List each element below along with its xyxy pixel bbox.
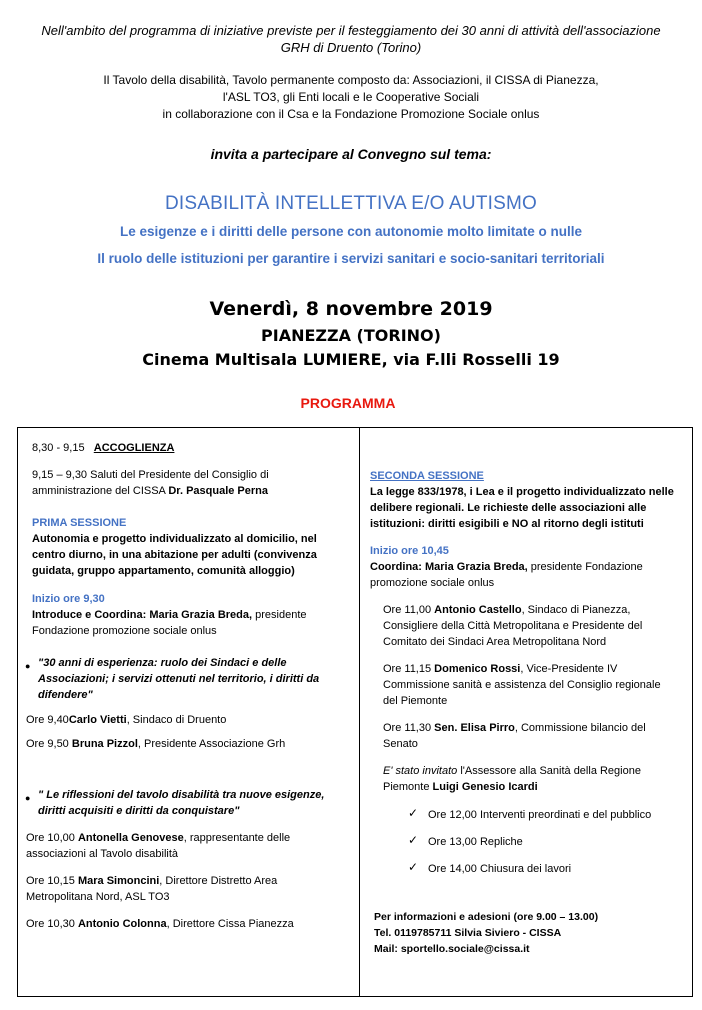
session1-title: PRIMA SESSIONE (32, 517, 127, 529)
coordinator-name: Coordina: Maria Grazia Breda, (370, 561, 528, 573)
event-city: PIANEZZA (TORINO) (261, 326, 441, 345)
coordinator-org: promozione sociale onlus (370, 577, 495, 589)
info-email: Mail: sportello.sociale@cissa.it (374, 943, 530, 955)
check-icon: ✓ (408, 833, 419, 847)
speaker-row (383, 721, 646, 737)
speaker-time: Ore 9,50 (26, 738, 69, 750)
welcome-label: ACCOGLIENZA (93, 442, 175, 454)
speaker-time: Ore 10,30 (26, 918, 75, 930)
check-icon: ✓ (408, 806, 419, 820)
topic1-text: Associazioni; i servizi ottenuti nel territorio, i diritti da (38, 673, 320, 685)
speaker-role: , rappresentante delle (183, 832, 291, 844)
topic2-text: " Le riflessioni del tavolo disabilità tra nuove esigenze, (38, 789, 325, 801)
topic1-text: difendere" (38, 689, 93, 701)
speaker-row (383, 662, 617, 678)
speaker-name: Domenico Rossi (434, 663, 521, 675)
speaker-role: , Sindaco di Druento (126, 714, 227, 726)
session1-text: guidata, gruppo appartamento, comunità alloggio) (32, 565, 295, 577)
session1-text: Autonomia e progetto individualizzato al domicilio, nel (32, 533, 317, 545)
speaker-role: , Presidente Associazione Grh (137, 738, 286, 750)
speaker-time: Ore 10,15 (26, 875, 75, 887)
speaker-name: Sen. Elisa Pirro (434, 722, 515, 734)
intro-line: GRH di Druento (Torino) (280, 40, 422, 55)
speaker-time: Ore 11,30 (383, 722, 432, 734)
speaker-role: , Commissione bilancio del (514, 722, 646, 734)
speaker-time: Ore 11,00 (383, 604, 432, 616)
session1-text: centro diurno, in una abitazione per adulti (convivenza (32, 549, 317, 561)
theme-subtitle-2: Il ruolo delle istituzioni per garantire i servizi sanitari e socio-sanitari territoriali (97, 251, 605, 266)
session2-text: La legge 833/1978, i Lea e il progetto individualizzato nelle (370, 486, 674, 498)
invited-name: Luigi Genesio Icardi (432, 781, 538, 793)
invited-text: l'Assessore alla Sanità della Regione (460, 765, 641, 777)
info-phone: Tel. 0119785711 Silvia Siviero - CISSA (374, 927, 562, 939)
speaker-name: Antonio Colonna (77, 918, 167, 930)
speaker-role: , Sindaco di Pianezza, (521, 604, 631, 616)
invited-region: Piemonte (383, 781, 430, 793)
closing-item: Ore 12,00 Interventi preordinati e del pubblico (428, 809, 652, 821)
speaker-role-line: Metropolitana Nord, ASL TO3 (26, 891, 170, 903)
speaker-role: , Vice-Presidente IV (520, 663, 618, 675)
event-venue: Cinema Multisala LUMIERE, via F.lli Rosselli 19 (142, 350, 560, 369)
info-heading: Per informazioni e adesioni (ore 9.00 – 13.00) (374, 911, 599, 923)
greetings-name: Dr. Pasquale Perna (168, 485, 269, 497)
welcome-time: 8,30 - 9,15 (32, 442, 85, 454)
speaker-role-line: Commissione sanità e assistenza del Consiglio regionale (383, 679, 661, 691)
speaker-role-line: associazioni al Tavolo disabilità (26, 848, 179, 860)
bullet-icon: ● (25, 793, 31, 803)
invited-row (383, 764, 641, 780)
intro-line: Nell'ambito del programma di iniziative previste per il festeggiamento dei 30 anni di attività dell'associazione (41, 23, 661, 38)
greetings-line: 9,15 – 9,30 Saluti del Presidente del Consiglio di (32, 469, 269, 481)
speaker-role-line: del Piemonte (383, 695, 448, 707)
session2-title: SECONDA SESSIONE (370, 470, 484, 482)
invite-text: invita a partecipare al Convegno sul tema: (210, 146, 492, 162)
speaker-name: Antonella Genovese (77, 832, 184, 844)
speaker-time: Ore 9,40 (26, 714, 69, 726)
topic1-text: "30 anni di esperienza: ruolo dei Sindaci e delle (38, 657, 287, 669)
session2-coordinator (370, 560, 643, 576)
event-date: Venerdì, 8 novembre 2019 (209, 298, 493, 320)
closing-item: Ore 14,00 Chiusura dei lavori (428, 863, 572, 875)
session2-text: istituzioni: diritti esigibili e NO al ritorno degli istituti (370, 518, 644, 530)
speaker-name: Carlo Vietti (68, 714, 127, 726)
organizers-line: Il Tavolo della disabilità, Tavolo permanente composto da: Associazioni, il CISSA di Pianezza, (103, 73, 599, 87)
theme-subtitle-1: Le esigenze e i diritti delle persone con autonomie molto limitate o nulle (119, 224, 583, 239)
speaker-role-line: Senato (383, 738, 418, 750)
coordinator-role: presidente (255, 609, 307, 621)
speaker-time: Ore 10,00 (26, 832, 75, 844)
topic2-text: diritti acquisiti e diritti da conquistare" (38, 805, 240, 817)
coordinator-name: Introduce e Coordina: Maria Grazia Breda, (32, 609, 253, 621)
speaker-role-line: Consigliere della Città Metropolitana e Presidente del (383, 620, 643, 632)
check-icon: ✓ (408, 860, 419, 874)
invited-prefix: E' stato invitato (383, 765, 458, 777)
theme-title: DISABILITÀ INTELLETTIVA E/O AUTISMO (165, 193, 537, 214)
invited-row-2 (383, 780, 538, 796)
session2-text: delibere regionali. Le richieste delle associazioni alle (370, 502, 647, 514)
speaker-name: Bruna Pizzol (71, 738, 138, 750)
speaker-time: Ore 11,15 (383, 663, 432, 675)
session2-start: Inizio ore 10,45 (370, 545, 449, 557)
speaker-name: Antonio Castello (434, 604, 522, 616)
speaker-name: Mara Simoncini (77, 875, 160, 887)
closing-item: Ore 13,00 Repliche (428, 836, 523, 848)
coordinator-org: Fondazione promozione sociale onlus (32, 625, 217, 637)
session1-start: Inizio ore 9,30 (32, 593, 105, 605)
organizers-line: l'ASL TO3, gli Enti locali e le Cooperative Sociali (222, 90, 480, 104)
speaker-role: , Direttore Cissa Pianezza (166, 918, 294, 930)
speaker-role: , Direttore Distretto Area (159, 875, 278, 887)
coordinator-role: presidente Fondazione (530, 561, 643, 573)
organizers-line: in collaborazione con il Csa e la Fondazione Promozione Sociale onlus (162, 107, 540, 121)
bullet-icon: ● (25, 661, 31, 671)
speaker-row (383, 603, 630, 619)
programme-heading: PROGRAMMA (300, 395, 396, 411)
greetings-text: amministrazione del CISSA (32, 485, 166, 497)
speaker-role-line: Comitato dei Sindaci Area Metropolitana Nord (383, 636, 607, 648)
